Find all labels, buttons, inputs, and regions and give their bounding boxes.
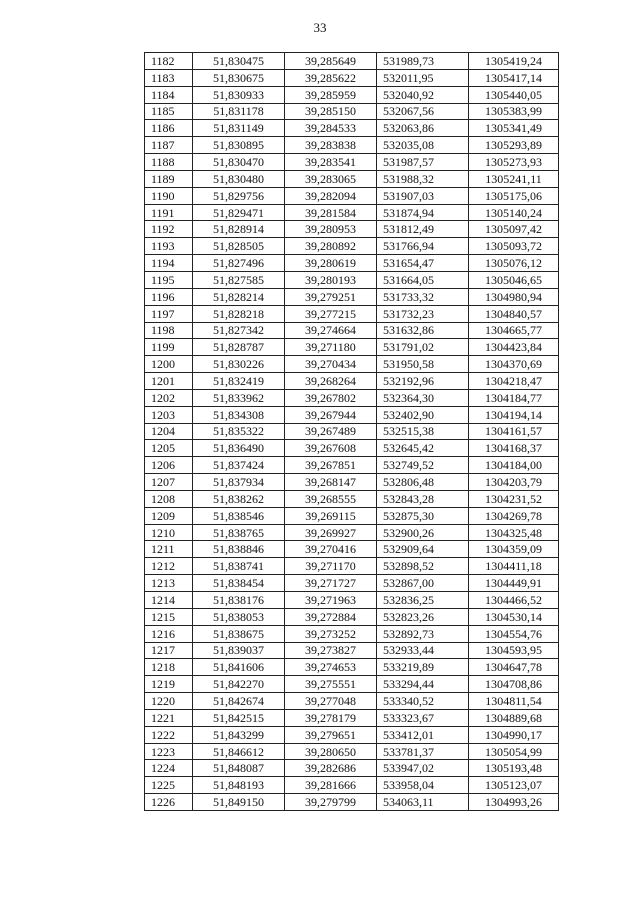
longitude-cell: 39,273827 (285, 642, 377, 659)
y-coordinate-cell: 1305419,24 (469, 53, 559, 70)
longitude-cell: 39,281584 (285, 204, 377, 221)
table-row (145, 120, 559, 137)
y-coordinate-cell: 1305417,14 (469, 69, 559, 86)
point-number-cell: 1212 (145, 558, 193, 575)
table-row (145, 356, 559, 373)
table-row (145, 271, 559, 288)
latitude-cell: 51,836490 (193, 440, 285, 457)
x-coordinate-cell: 533958,04 (377, 777, 469, 794)
point-number-cell: 1197 (145, 305, 193, 322)
latitude-cell: 51,842674 (193, 693, 285, 710)
longitude-cell: 39,280193 (285, 271, 377, 288)
longitude-cell: 39,267802 (285, 389, 377, 406)
y-coordinate-cell: 1305140,24 (469, 204, 559, 221)
latitude-cell: 51,838454 (193, 575, 285, 592)
latitude-cell: 51,830475 (193, 53, 285, 70)
point-number-cell: 1194 (145, 255, 193, 272)
table-row (145, 575, 559, 592)
x-coordinate-cell: 532063,86 (377, 120, 469, 137)
x-coordinate-cell: 532898,52 (377, 558, 469, 575)
y-coordinate-cell: 1305123,07 (469, 777, 559, 794)
x-coordinate-cell: 531987,57 (377, 154, 469, 171)
table-row (145, 490, 559, 507)
table-row (145, 625, 559, 642)
longitude-cell: 39,280650 (285, 743, 377, 760)
table-row (145, 170, 559, 187)
table-row (145, 726, 559, 743)
table-row (145, 322, 559, 339)
x-coordinate-cell: 532900,26 (377, 524, 469, 541)
latitude-cell: 51,832419 (193, 373, 285, 390)
point-number-cell: 1218 (145, 659, 193, 676)
y-coordinate-cell: 1304980,94 (469, 288, 559, 305)
y-coordinate-cell: 1304530,14 (469, 608, 559, 625)
latitude-cell: 51,830470 (193, 154, 285, 171)
table-row (145, 474, 559, 491)
point-number-cell: 1217 (145, 642, 193, 659)
latitude-cell: 51,828505 (193, 238, 285, 255)
point-number-cell: 1216 (145, 625, 193, 642)
point-number-cell: 1183 (145, 69, 193, 86)
longitude-cell: 39,267608 (285, 440, 377, 457)
longitude-cell: 39,282686 (285, 760, 377, 777)
x-coordinate-cell: 532867,00 (377, 575, 469, 592)
longitude-cell: 39,267851 (285, 457, 377, 474)
y-coordinate-cell: 1304231,52 (469, 490, 559, 507)
point-number-cell: 1195 (145, 271, 193, 288)
x-coordinate-cell: 532875,30 (377, 507, 469, 524)
x-coordinate-cell: 533219,89 (377, 659, 469, 676)
longitude-cell: 39,283838 (285, 137, 377, 154)
point-number-cell: 1214 (145, 592, 193, 609)
x-coordinate-cell: 531874,94 (377, 204, 469, 221)
table-row (145, 659, 559, 676)
point-number-cell: 1184 (145, 86, 193, 103)
latitude-cell: 51,848193 (193, 777, 285, 794)
y-coordinate-cell: 1305383,99 (469, 103, 559, 120)
longitude-cell: 39,268147 (285, 474, 377, 491)
latitude-cell: 51,831149 (193, 120, 285, 137)
latitude-cell: 51,843299 (193, 726, 285, 743)
longitude-cell: 39,277215 (285, 305, 377, 322)
y-coordinate-cell: 1305097,42 (469, 221, 559, 238)
point-number-cell: 1215 (145, 608, 193, 625)
y-coordinate-cell: 1304161,57 (469, 423, 559, 440)
point-number-cell: 1205 (145, 440, 193, 457)
point-number-cell: 1208 (145, 490, 193, 507)
y-coordinate-cell: 1304269,78 (469, 507, 559, 524)
x-coordinate-cell: 532806,48 (377, 474, 469, 491)
point-number-cell: 1210 (145, 524, 193, 541)
latitude-cell: 51,838765 (193, 524, 285, 541)
longitude-cell: 39,267489 (285, 423, 377, 440)
longitude-cell: 39,280953 (285, 221, 377, 238)
latitude-cell: 51,838053 (193, 608, 285, 625)
point-number-cell: 1190 (145, 187, 193, 204)
x-coordinate-cell: 532040,92 (377, 86, 469, 103)
point-number-cell: 1213 (145, 575, 193, 592)
longitude-cell: 39,270434 (285, 356, 377, 373)
longitude-cell: 39,271180 (285, 339, 377, 356)
x-coordinate-cell: 531654,47 (377, 255, 469, 272)
latitude-cell: 51,837934 (193, 474, 285, 491)
latitude-cell: 51,827342 (193, 322, 285, 339)
table-row (145, 69, 559, 86)
table-row (145, 406, 559, 423)
latitude-cell: 51,846612 (193, 743, 285, 760)
table-row (145, 592, 559, 609)
latitude-cell: 51,827585 (193, 271, 285, 288)
y-coordinate-cell: 1304184,77 (469, 389, 559, 406)
longitude-cell: 39,285649 (285, 53, 377, 70)
x-coordinate-cell: 532836,25 (377, 592, 469, 609)
table-row (145, 608, 559, 625)
y-coordinate-cell: 1304840,57 (469, 305, 559, 322)
longitude-cell: 39,283065 (285, 170, 377, 187)
x-coordinate-cell: 532933,44 (377, 642, 469, 659)
longitude-cell: 39,279251 (285, 288, 377, 305)
longitude-cell: 39,271170 (285, 558, 377, 575)
longitude-cell: 39,285959 (285, 86, 377, 103)
y-coordinate-cell: 1304370,69 (469, 356, 559, 373)
x-coordinate-cell: 531732,23 (377, 305, 469, 322)
point-number-cell: 1203 (145, 406, 193, 423)
y-coordinate-cell: 1305054,99 (469, 743, 559, 760)
table-row (145, 86, 559, 103)
point-number-cell: 1219 (145, 676, 193, 693)
latitude-cell: 51,828214 (193, 288, 285, 305)
x-coordinate-cell: 533294,44 (377, 676, 469, 693)
x-coordinate-cell: 534063,11 (377, 794, 469, 811)
latitude-cell: 51,831178 (193, 103, 285, 120)
x-coordinate-cell: 531791,02 (377, 339, 469, 356)
table-row (145, 389, 559, 406)
x-coordinate-cell: 533947,02 (377, 760, 469, 777)
point-number-cell: 1182 (145, 53, 193, 70)
point-number-cell: 1222 (145, 726, 193, 743)
coordinates-table-body (145, 53, 559, 811)
point-number-cell: 1202 (145, 389, 193, 406)
longitude-cell: 39,274653 (285, 659, 377, 676)
table-row (145, 457, 559, 474)
point-number-cell: 1187 (145, 137, 193, 154)
x-coordinate-cell: 532515,38 (377, 423, 469, 440)
y-coordinate-cell: 1304203,79 (469, 474, 559, 491)
longitude-cell: 39,279651 (285, 726, 377, 743)
latitude-cell: 51,833962 (193, 389, 285, 406)
latitude-cell: 51,829471 (193, 204, 285, 221)
x-coordinate-cell: 532749,52 (377, 457, 469, 474)
x-coordinate-cell: 532645,42 (377, 440, 469, 457)
point-number-cell: 1193 (145, 238, 193, 255)
y-coordinate-cell: 1304423,84 (469, 339, 559, 356)
y-coordinate-cell: 1304708,86 (469, 676, 559, 693)
latitude-cell: 51,834308 (193, 406, 285, 423)
table-row (145, 541, 559, 558)
point-number-cell: 1186 (145, 120, 193, 137)
longitude-cell: 39,269927 (285, 524, 377, 541)
longitude-cell: 39,285150 (285, 103, 377, 120)
table-row (145, 743, 559, 760)
x-coordinate-cell: 531733,32 (377, 288, 469, 305)
point-number-cell: 1211 (145, 541, 193, 558)
y-coordinate-cell: 1304665,77 (469, 322, 559, 339)
y-coordinate-cell: 1304168,37 (469, 440, 559, 457)
x-coordinate-cell: 531766,94 (377, 238, 469, 255)
table-row (145, 154, 559, 171)
y-coordinate-cell: 1304647,78 (469, 659, 559, 676)
table-row (145, 760, 559, 777)
latitude-cell: 51,842515 (193, 709, 285, 726)
latitude-cell: 51,838675 (193, 625, 285, 642)
longitude-cell: 39,282094 (285, 187, 377, 204)
point-number-cell: 1192 (145, 221, 193, 238)
latitude-cell: 51,838262 (193, 490, 285, 507)
point-number-cell: 1225 (145, 777, 193, 794)
y-coordinate-cell: 1304554,76 (469, 625, 559, 642)
table-row (145, 794, 559, 811)
point-number-cell: 1188 (145, 154, 193, 171)
latitude-cell: 51,838546 (193, 507, 285, 524)
latitude-cell: 51,838741 (193, 558, 285, 575)
x-coordinate-cell: 531950,58 (377, 356, 469, 373)
point-number-cell: 1226 (145, 794, 193, 811)
x-coordinate-cell: 533323,67 (377, 709, 469, 726)
latitude-cell: 51,835322 (193, 423, 285, 440)
x-coordinate-cell: 531632,86 (377, 322, 469, 339)
point-number-cell: 1185 (145, 103, 193, 120)
x-coordinate-cell: 533340,52 (377, 693, 469, 710)
table-row (145, 709, 559, 726)
y-coordinate-cell: 1304325,48 (469, 524, 559, 541)
table-row (145, 558, 559, 575)
table-row (145, 440, 559, 457)
longitude-cell: 39,277048 (285, 693, 377, 710)
x-coordinate-cell: 531988,32 (377, 170, 469, 187)
longitude-cell: 39,267944 (285, 406, 377, 423)
longitude-cell: 39,280619 (285, 255, 377, 272)
latitude-cell: 51,841606 (193, 659, 285, 676)
longitude-cell: 39,269115 (285, 507, 377, 524)
latitude-cell: 51,838176 (193, 592, 285, 609)
table-row (145, 339, 559, 356)
point-number-cell: 1221 (145, 709, 193, 726)
table-row (145, 373, 559, 390)
y-coordinate-cell: 1305175,06 (469, 187, 559, 204)
table-row (145, 777, 559, 794)
x-coordinate-cell: 532823,26 (377, 608, 469, 625)
y-coordinate-cell: 1304218,47 (469, 373, 559, 390)
latitude-cell: 51,830675 (193, 69, 285, 86)
y-coordinate-cell: 1305440,05 (469, 86, 559, 103)
longitude-cell: 39,274664 (285, 322, 377, 339)
latitude-cell: 51,830480 (193, 170, 285, 187)
latitude-cell: 51,828914 (193, 221, 285, 238)
table-row (145, 524, 559, 541)
longitude-cell: 39,275551 (285, 676, 377, 693)
table-row (145, 693, 559, 710)
latitude-cell: 51,848087 (193, 760, 285, 777)
point-number-cell: 1200 (145, 356, 193, 373)
table-row (145, 288, 559, 305)
point-number-cell: 1191 (145, 204, 193, 221)
point-number-cell: 1207 (145, 474, 193, 491)
y-coordinate-cell: 1304593,95 (469, 642, 559, 659)
table-row (145, 305, 559, 322)
longitude-cell: 39,284533 (285, 120, 377, 137)
table-row (145, 255, 559, 272)
y-coordinate-cell: 1304184,00 (469, 457, 559, 474)
latitude-cell: 51,828218 (193, 305, 285, 322)
x-coordinate-cell: 532035,08 (377, 137, 469, 154)
longitude-cell: 39,268555 (285, 490, 377, 507)
point-number-cell: 1196 (145, 288, 193, 305)
longitude-cell: 39,279799 (285, 794, 377, 811)
y-coordinate-cell: 1304411,18 (469, 558, 559, 575)
point-number-cell: 1189 (145, 170, 193, 187)
point-number-cell: 1201 (145, 373, 193, 390)
latitude-cell: 51,828787 (193, 339, 285, 356)
y-coordinate-cell: 1305046,65 (469, 271, 559, 288)
table-row (145, 204, 559, 221)
point-number-cell: 1223 (145, 743, 193, 760)
x-coordinate-cell: 532192,96 (377, 373, 469, 390)
y-coordinate-cell: 1305293,89 (469, 137, 559, 154)
longitude-cell: 39,272884 (285, 608, 377, 625)
x-coordinate-cell: 532909,64 (377, 541, 469, 558)
longitude-cell: 39,271963 (285, 592, 377, 609)
latitude-cell: 51,827496 (193, 255, 285, 272)
x-coordinate-cell: 532011,95 (377, 69, 469, 86)
table-row (145, 238, 559, 255)
x-coordinate-cell: 531907,03 (377, 187, 469, 204)
x-coordinate-cell: 531812,49 (377, 221, 469, 238)
y-coordinate-cell: 1304811,54 (469, 693, 559, 710)
longitude-cell: 39,270416 (285, 541, 377, 558)
point-number-cell: 1198 (145, 322, 193, 339)
longitude-cell: 39,280892 (285, 238, 377, 255)
table-row (145, 137, 559, 154)
table-row (145, 103, 559, 120)
point-number-cell: 1204 (145, 423, 193, 440)
y-coordinate-cell: 1305241,11 (469, 170, 559, 187)
y-coordinate-cell: 1304990,17 (469, 726, 559, 743)
x-coordinate-cell: 531664,05 (377, 271, 469, 288)
y-coordinate-cell: 1304993,26 (469, 794, 559, 811)
x-coordinate-cell: 533412,01 (377, 726, 469, 743)
latitude-cell: 51,838846 (193, 541, 285, 558)
table-row (145, 187, 559, 204)
longitude-cell: 39,285622 (285, 69, 377, 86)
x-coordinate-cell: 532843,28 (377, 490, 469, 507)
latitude-cell: 51,830226 (193, 356, 285, 373)
y-coordinate-cell: 1305093,72 (469, 238, 559, 255)
point-number-cell: 1206 (145, 457, 193, 474)
latitude-cell: 51,830895 (193, 137, 285, 154)
point-number-cell: 1224 (145, 760, 193, 777)
table-row (145, 507, 559, 524)
longitude-cell: 39,281666 (285, 777, 377, 794)
x-coordinate-cell: 532364,30 (377, 389, 469, 406)
latitude-cell: 51,849150 (193, 794, 285, 811)
latitude-cell: 51,842270 (193, 676, 285, 693)
table-row (145, 642, 559, 659)
y-coordinate-cell: 1304449,91 (469, 575, 559, 592)
y-coordinate-cell: 1304466,52 (469, 592, 559, 609)
longitude-cell: 39,268264 (285, 373, 377, 390)
table-row (145, 221, 559, 238)
y-coordinate-cell: 1304194,14 (469, 406, 559, 423)
point-number-cell: 1209 (145, 507, 193, 524)
x-coordinate-cell: 531989,73 (377, 53, 469, 70)
longitude-cell: 39,278179 (285, 709, 377, 726)
x-coordinate-cell: 533781,37 (377, 743, 469, 760)
x-coordinate-cell: 532402,90 (377, 406, 469, 423)
y-coordinate-cell: 1305273,93 (469, 154, 559, 171)
longitude-cell: 39,273252 (285, 625, 377, 642)
latitude-cell: 51,839037 (193, 642, 285, 659)
longitude-cell: 39,271727 (285, 575, 377, 592)
x-coordinate-cell: 532067,56 (377, 103, 469, 120)
y-coordinate-cell: 1305341,49 (469, 120, 559, 137)
page-number: 33 (313, 20, 327, 35)
longitude-cell: 39,283541 (285, 154, 377, 171)
point-number-cell: 1199 (145, 339, 193, 356)
y-coordinate-cell: 1305193,48 (469, 760, 559, 777)
point-number-cell: 1220 (145, 693, 193, 710)
table-row (145, 53, 559, 70)
y-coordinate-cell: 1304889,68 (469, 709, 559, 726)
latitude-cell: 51,837424 (193, 457, 285, 474)
y-coordinate-cell: 1305076,12 (469, 255, 559, 272)
x-coordinate-cell: 532892,73 (377, 625, 469, 642)
coordinates-table (144, 52, 559, 811)
table-row (145, 676, 559, 693)
table-row (145, 423, 559, 440)
y-coordinate-cell: 1304359,09 (469, 541, 559, 558)
latitude-cell: 51,829756 (193, 187, 285, 204)
latitude-cell: 51,830933 (193, 86, 285, 103)
